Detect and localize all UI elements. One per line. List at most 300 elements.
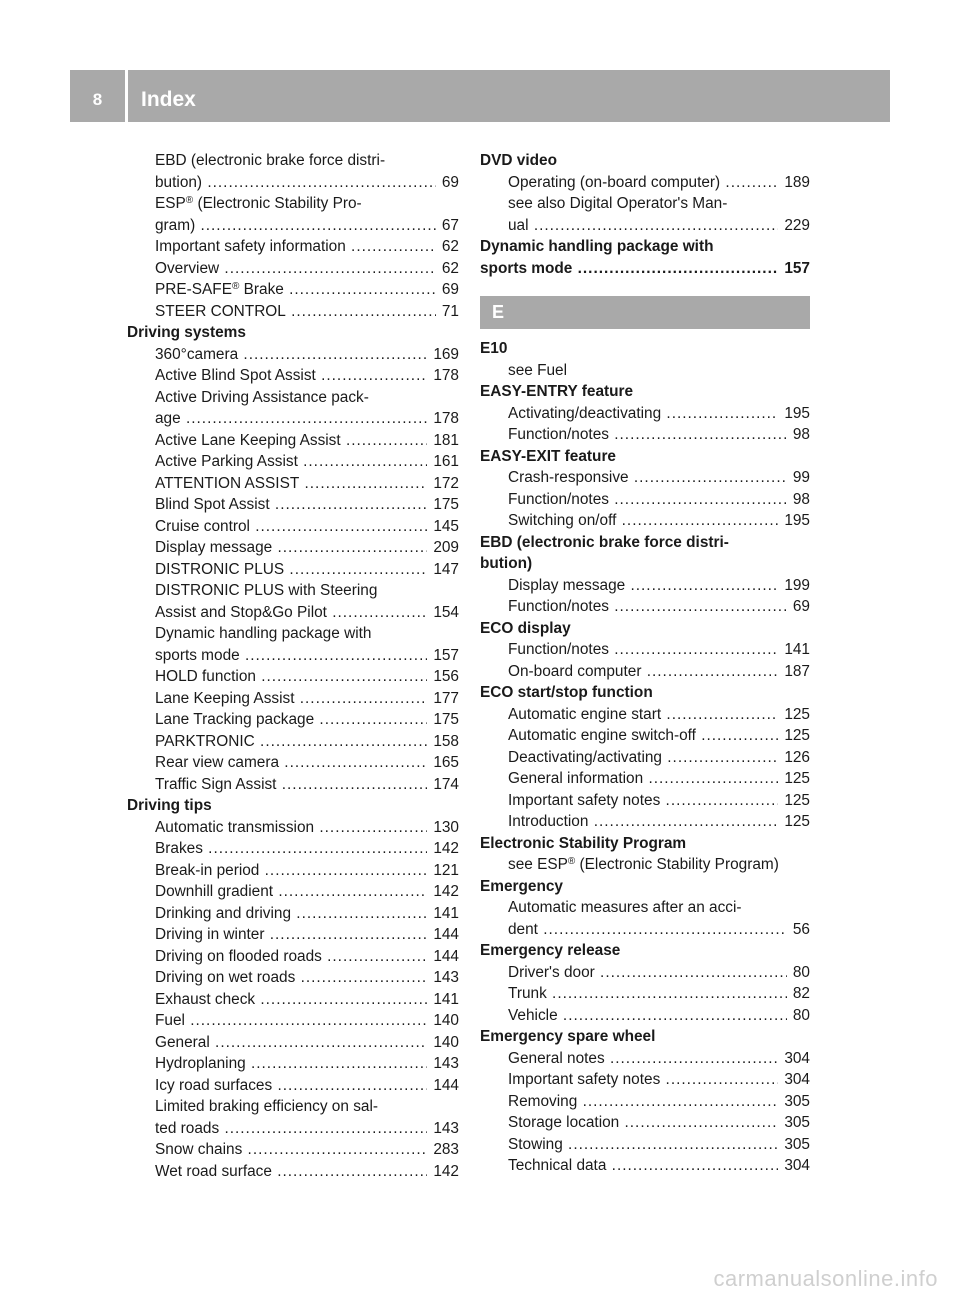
page-reference[interactable]: 141 xyxy=(427,903,459,925)
page-reference[interactable]: 177 xyxy=(427,688,459,710)
page-reference[interactable]: 67 xyxy=(436,215,459,237)
entry-label: Introduction xyxy=(508,813,589,830)
entry-label: EASY-ENTRY feature xyxy=(480,383,634,400)
page-reference[interactable]: 125 xyxy=(778,704,810,726)
entry-label: ESP xyxy=(155,195,186,212)
entry-text xyxy=(155,518,459,535)
entry-label: Display message xyxy=(508,576,626,594)
watermark: carmanualsonline.info xyxy=(713,1266,938,1291)
index-entry xyxy=(127,387,459,409)
entry-label: Break-in period xyxy=(155,861,260,879)
index-column-left xyxy=(127,150,459,1182)
page-reference[interactable]: 283 xyxy=(427,1139,459,1161)
page-reference[interactable]: 304 xyxy=(778,1048,810,1070)
page-reference[interactable]: 181 xyxy=(427,430,459,452)
entry-text xyxy=(480,260,810,277)
index-entry[interactable] xyxy=(127,688,459,710)
entry-label: Exhaust check xyxy=(155,990,256,1008)
index-entry[interactable] xyxy=(127,430,459,452)
entry-label: EASY-EXIT feature xyxy=(480,447,616,465)
index-entry[interactable] xyxy=(127,817,459,839)
index-entry[interactable] xyxy=(480,639,810,661)
index-entry[interactable] xyxy=(480,1112,810,1134)
page-reference[interactable]: 165 xyxy=(427,752,459,774)
entry-text xyxy=(127,797,212,814)
index-entry[interactable] xyxy=(480,575,810,597)
entry-text xyxy=(155,604,459,621)
index-entry[interactable] xyxy=(127,1139,459,1161)
index-entry[interactable] xyxy=(480,1134,810,1156)
page-reference[interactable]: 80 xyxy=(787,1005,810,1027)
entry-text xyxy=(155,453,459,470)
index-entry[interactable] xyxy=(127,1075,459,1097)
entry-label: age xyxy=(155,410,181,427)
entry-text xyxy=(155,217,459,234)
entry-label: bution) xyxy=(155,173,203,191)
index-entry[interactable] xyxy=(480,983,810,1005)
entry-label: Deactivating/activating xyxy=(508,748,662,766)
index-entry[interactable] xyxy=(480,1091,810,1113)
index-entry[interactable] xyxy=(127,451,459,473)
page-reference[interactable]: 144 xyxy=(427,924,459,946)
index-entry[interactable] xyxy=(480,215,810,237)
entry-text xyxy=(508,985,810,1002)
entry-text xyxy=(155,195,362,212)
page-reference[interactable]: 229 xyxy=(778,215,810,237)
entry-text xyxy=(508,1114,810,1131)
entry-label: Icy road surfaces xyxy=(155,1076,273,1094)
entry-text xyxy=(155,303,459,320)
entry-label: Driving on wet roads xyxy=(155,969,296,986)
entry-text xyxy=(508,1136,810,1153)
index-heading xyxy=(480,940,810,962)
index-entry[interactable] xyxy=(480,424,810,446)
entry-label: General notes xyxy=(508,1049,605,1067)
index-entry[interactable] xyxy=(127,344,459,366)
entry-label: Lane Keeping Assist xyxy=(155,689,295,707)
index-entry[interactable] xyxy=(127,236,459,258)
page-reference[interactable]: 305 xyxy=(778,1112,810,1134)
entry-label: Electronic Stability Program xyxy=(480,834,687,852)
entry-text xyxy=(508,491,810,508)
page-reference[interactable]: 189 xyxy=(778,172,810,194)
registered-mark: ® xyxy=(185,195,194,206)
entry-text xyxy=(155,367,459,384)
index-entry[interactable] xyxy=(127,215,459,237)
entry-label: Crash-responsive xyxy=(508,469,629,486)
page-reference[interactable]: 62 xyxy=(436,258,459,280)
entry-label: DVD video xyxy=(480,152,557,169)
page-reference[interactable]: 195 xyxy=(778,403,810,425)
entry-text xyxy=(155,1163,459,1180)
page-reference[interactable]: 142 xyxy=(427,1161,459,1183)
page-reference[interactable]: 69 xyxy=(436,279,459,301)
entry-label: Trunk xyxy=(508,985,547,1002)
entry-label: Important safety notes xyxy=(508,1071,661,1088)
page-reference[interactable]: 304 xyxy=(778,1155,810,1177)
index-entry[interactable] xyxy=(480,811,810,833)
page-reference[interactable]: 98 xyxy=(787,489,810,511)
entry-label: ECO display xyxy=(480,619,571,637)
entry-text xyxy=(480,238,713,255)
entry-label: Function/notes xyxy=(508,598,609,615)
entry-label: Vehicle xyxy=(508,1006,558,1024)
page-reference[interactable]: 144 xyxy=(427,946,459,968)
entry-text xyxy=(508,405,810,422)
entry-label: Dynamic handling package with xyxy=(155,625,372,642)
entry-text xyxy=(155,647,459,664)
page-reference[interactable]: 82 xyxy=(787,983,810,1005)
entry-label: STEER CONTROL xyxy=(155,302,286,320)
section-letter: E xyxy=(492,302,505,322)
index-entry[interactable] xyxy=(127,731,459,753)
index-entry[interactable] xyxy=(127,1032,459,1054)
index-entry[interactable] xyxy=(127,408,459,430)
index-entry[interactable] xyxy=(127,752,459,774)
index-entry[interactable] xyxy=(127,838,459,860)
entry-label: Important safety information xyxy=(155,238,346,255)
page-reference[interactable]: 161 xyxy=(427,451,459,473)
entry-label: Rear view camera xyxy=(155,754,280,771)
page-reference[interactable]: 125 xyxy=(778,768,810,790)
index-entry[interactable] xyxy=(127,494,459,516)
entry-label: Driver's door xyxy=(508,963,595,981)
entry-text xyxy=(508,856,779,873)
index-entry[interactable] xyxy=(127,279,459,301)
entry-label: E10 xyxy=(480,340,508,357)
entry-label: bution) xyxy=(480,555,533,572)
index-entry[interactable] xyxy=(127,666,459,688)
entry-text xyxy=(155,883,459,900)
entry-label: PARKTRONIC xyxy=(155,732,255,750)
entry-label: Removing xyxy=(508,1092,578,1110)
entry-text xyxy=(155,582,377,599)
entry-text xyxy=(508,663,810,680)
entry-text xyxy=(508,964,810,981)
entry-label-cont: (Electronic Stability Program) xyxy=(575,856,779,873)
page-reference[interactable]: 169 xyxy=(427,344,459,366)
entry-text xyxy=(155,281,459,298)
entry-text xyxy=(155,776,459,793)
entry-text xyxy=(155,475,459,492)
entry-text xyxy=(155,754,459,771)
entry-label: Operating (on-board computer) xyxy=(508,173,721,191)
entry-label: HOLD function xyxy=(155,668,256,685)
entry-text xyxy=(480,340,507,357)
index-entry[interactable] xyxy=(480,661,810,683)
page-reference[interactable]: 56 xyxy=(787,919,810,941)
page-reference[interactable]: 178 xyxy=(427,365,459,387)
index-entry[interactable] xyxy=(480,510,810,532)
entry-label: Automatic measures after an acci- xyxy=(508,899,742,916)
entry-text xyxy=(480,878,563,895)
entry-text xyxy=(155,1098,378,1115)
entry-label: Limited braking efficiency on sal- xyxy=(155,1098,378,1115)
entry-text xyxy=(508,577,810,594)
entry-label: Brakes xyxy=(155,840,203,857)
entry-text xyxy=(155,346,459,363)
entry-text xyxy=(508,921,810,938)
page-reference[interactable]: 154 xyxy=(427,602,459,624)
entry-label: Active Parking Assist xyxy=(155,453,298,470)
index-entry[interactable] xyxy=(127,989,459,1011)
entry-text xyxy=(508,426,810,443)
entry-text xyxy=(508,598,810,615)
index-entry[interactable] xyxy=(127,860,459,882)
entry-label: Automatic engine start xyxy=(508,705,662,723)
entry-label: ual xyxy=(508,216,529,234)
entry-text xyxy=(480,555,532,572)
index-entry[interactable] xyxy=(480,1155,810,1177)
entry-text xyxy=(155,238,459,255)
index-entry[interactable] xyxy=(480,172,810,194)
page-reference[interactable]: 143 xyxy=(427,1118,459,1140)
index-entry[interactable] xyxy=(127,258,459,280)
index-entry[interactable] xyxy=(480,1048,810,1070)
entry-label: see ESP xyxy=(508,856,568,873)
entry-text xyxy=(508,1007,810,1024)
entry-text xyxy=(480,942,620,959)
index-entry xyxy=(127,580,459,602)
index-entry xyxy=(127,623,459,645)
entry-text xyxy=(155,1077,459,1094)
page-reference[interactable]: 144 xyxy=(427,1075,459,1097)
entry-text xyxy=(508,174,810,191)
entry-text xyxy=(155,862,459,879)
page-reference[interactable]: 304 xyxy=(778,1069,810,1091)
entry-text xyxy=(155,174,459,191)
entry-label: On-board computer xyxy=(508,662,642,680)
index-heading xyxy=(480,618,810,640)
entry-label: see Fuel xyxy=(508,361,568,379)
entry-text xyxy=(155,690,459,707)
registered-mark: ® xyxy=(567,856,576,867)
entry-label: sports mode xyxy=(480,259,573,277)
page-reference[interactable]: 142 xyxy=(427,838,459,860)
index-entry[interactable] xyxy=(480,403,810,425)
entry-text xyxy=(508,749,810,766)
page-number: 8 xyxy=(92,90,103,109)
entry-text xyxy=(127,324,246,341)
page-reference[interactable]: 199 xyxy=(778,575,810,597)
entry-text xyxy=(508,813,810,830)
entry-label: Drinking and driving xyxy=(155,904,292,922)
index-entry[interactable] xyxy=(480,467,810,489)
index-entry[interactable] xyxy=(480,919,810,941)
index-entry[interactable] xyxy=(127,1161,459,1183)
page-reference[interactable]: 143 xyxy=(427,1053,459,1075)
entry-text xyxy=(508,727,810,744)
entry-label: EBD (electronic brake force distri- xyxy=(155,152,386,169)
entry-text xyxy=(155,496,459,513)
index-entry[interactable] xyxy=(127,172,459,194)
index-entry[interactable] xyxy=(480,747,810,769)
page-reference[interactable]: 172 xyxy=(427,473,459,495)
entry-label: Fuel xyxy=(155,1012,185,1029)
index-entry[interactable] xyxy=(127,946,459,968)
page-reference[interactable]: 174 xyxy=(427,774,459,796)
entry-text xyxy=(480,620,571,637)
index-entry[interactable] xyxy=(127,602,459,624)
index-entry[interactable] xyxy=(127,1053,459,1075)
entry-text xyxy=(155,733,459,750)
index-entry[interactable] xyxy=(480,596,810,618)
entry-label: Overview xyxy=(155,259,220,277)
index-entry[interactable] xyxy=(127,645,459,667)
entry-label: Driving on flooded roads xyxy=(155,947,322,965)
index-heading xyxy=(480,381,810,403)
entry-label: General xyxy=(155,1033,210,1051)
entry-label: Active Lane Keeping Assist xyxy=(155,431,341,449)
index-entry xyxy=(480,193,810,215)
page-reference[interactable]: 141 xyxy=(778,639,810,661)
entry-label: Dynamic handling package with xyxy=(480,238,714,255)
index-entry[interactable] xyxy=(127,365,459,387)
index-entry[interactable] xyxy=(127,516,459,538)
index-entry xyxy=(480,360,810,382)
index-entry[interactable] xyxy=(480,725,810,747)
page-reference[interactable]: 187 xyxy=(778,661,810,683)
page-reference[interactable]: 125 xyxy=(778,725,810,747)
entry-text xyxy=(508,362,567,379)
page-reference[interactable]: 178 xyxy=(427,408,459,430)
page-reference[interactable]: 140 xyxy=(427,1010,459,1032)
registered-mark: ® xyxy=(231,281,240,292)
page-reference[interactable]: 157 xyxy=(427,645,459,667)
header-divider xyxy=(125,70,128,122)
page-reference[interactable]: 142 xyxy=(427,881,459,903)
entry-label: DISTRONIC PLUS xyxy=(155,560,285,578)
entry-label: Important safety notes xyxy=(508,791,661,809)
entry-text xyxy=(155,840,459,857)
index-entry[interactable] xyxy=(127,881,459,903)
entry-text xyxy=(508,1157,810,1174)
index-heading xyxy=(480,682,810,704)
entry-text xyxy=(508,1093,810,1110)
entry-label: Switching on/off xyxy=(508,512,617,529)
entry-text xyxy=(508,706,810,723)
index-entry[interactable] xyxy=(127,473,459,495)
page-reference[interactable]: 69 xyxy=(787,596,810,618)
entry-label: Function/notes xyxy=(508,490,609,508)
index-entry[interactable] xyxy=(127,1118,459,1140)
entry-label-cont: Brake xyxy=(239,281,284,298)
index-heading xyxy=(127,795,459,817)
index-entry[interactable] xyxy=(480,489,810,511)
page-reference[interactable]: 126 xyxy=(778,747,810,769)
entry-text xyxy=(155,389,369,406)
entry-label: sports mode xyxy=(155,646,240,664)
entry-label: ATTENTION ASSIST xyxy=(155,474,300,492)
page-reference[interactable]: 305 xyxy=(778,1091,810,1113)
page-reference[interactable]: 130 xyxy=(427,817,459,839)
page-reference[interactable]: 141 xyxy=(427,989,459,1011)
entry-text xyxy=(508,1071,810,1088)
page-reference[interactable]: 125 xyxy=(778,811,810,833)
index-entry[interactable] xyxy=(127,709,459,731)
entry-label: dent xyxy=(508,920,538,938)
entry-label: Emergency release xyxy=(480,942,621,959)
index-heading xyxy=(127,322,459,344)
index-entry[interactable] xyxy=(480,1069,810,1091)
page-reference[interactable]: 147 xyxy=(427,559,459,581)
page-reference[interactable]: 305 xyxy=(778,1134,810,1156)
page-reference[interactable]: 71 xyxy=(436,301,459,323)
page-reference[interactable]: 195 xyxy=(778,510,810,532)
index-heading[interactable] xyxy=(480,258,810,280)
entry-label: Driving in winter xyxy=(155,926,265,943)
index-entry xyxy=(480,854,810,876)
index-entry xyxy=(127,193,459,215)
entry-text xyxy=(508,770,810,787)
entry-label: Active Driving Assistance pack- xyxy=(155,388,369,406)
entry-text xyxy=(155,561,459,578)
page-reference[interactable]: 157 xyxy=(778,258,810,280)
entry-label: PRE-SAFE xyxy=(155,281,232,298)
entry-text xyxy=(508,512,810,529)
index-entry[interactable] xyxy=(127,301,459,323)
entry-text xyxy=(480,152,557,169)
page-reference[interactable]: 145 xyxy=(427,516,459,538)
page-reference[interactable]: 175 xyxy=(427,494,459,516)
page-reference[interactable]: 158 xyxy=(427,731,459,753)
entry-label: Traffic Sign Assist xyxy=(155,775,277,793)
index-entry[interactable] xyxy=(480,768,810,790)
page-reference[interactable]: 175 xyxy=(427,709,459,731)
page-reference[interactable]: 121 xyxy=(427,860,459,882)
index-heading xyxy=(480,150,810,172)
entry-text xyxy=(508,641,810,658)
index-entry[interactable] xyxy=(480,1005,810,1027)
entry-text xyxy=(155,668,459,685)
page-reference[interactable]: 156 xyxy=(427,666,459,688)
page-reference[interactable]: 125 xyxy=(778,790,810,812)
index-entry[interactable] xyxy=(127,967,459,989)
entry-text xyxy=(155,432,459,449)
index-entry[interactable] xyxy=(480,704,810,726)
index-entry[interactable] xyxy=(127,537,459,559)
entry-text xyxy=(155,819,459,836)
entry-label: Activating/deactivating xyxy=(508,404,662,422)
index-entry[interactable] xyxy=(127,1010,459,1032)
index-entry[interactable] xyxy=(480,790,810,812)
index-heading xyxy=(480,532,810,554)
page-header xyxy=(70,70,890,122)
page-reference[interactable]: 98 xyxy=(787,424,810,446)
entry-text xyxy=(508,217,810,234)
index-entry[interactable] xyxy=(127,774,459,796)
index-entry[interactable] xyxy=(480,962,810,984)
page-reference[interactable]: 69 xyxy=(436,172,459,194)
index-entry[interactable] xyxy=(127,924,459,946)
entry-text xyxy=(508,899,742,916)
index-entry[interactable] xyxy=(127,559,459,581)
index-entry[interactable] xyxy=(127,903,459,925)
entry-text xyxy=(155,711,459,728)
page-reference[interactable]: 62 xyxy=(436,236,459,258)
page-reference[interactable]: 143 xyxy=(427,967,459,989)
page-reference[interactable]: 80 xyxy=(787,962,810,984)
index-heading xyxy=(480,876,810,898)
entry-label: Hydroplaning xyxy=(155,1055,246,1072)
page-reference[interactable]: 99 xyxy=(787,467,810,489)
page-reference[interactable]: 209 xyxy=(427,537,459,559)
page-reference[interactable]: 140 xyxy=(427,1032,459,1054)
entry-text xyxy=(155,1141,459,1158)
entry-text xyxy=(155,969,459,986)
entry-text xyxy=(480,448,616,465)
entry-label: ted roads xyxy=(155,1119,220,1137)
